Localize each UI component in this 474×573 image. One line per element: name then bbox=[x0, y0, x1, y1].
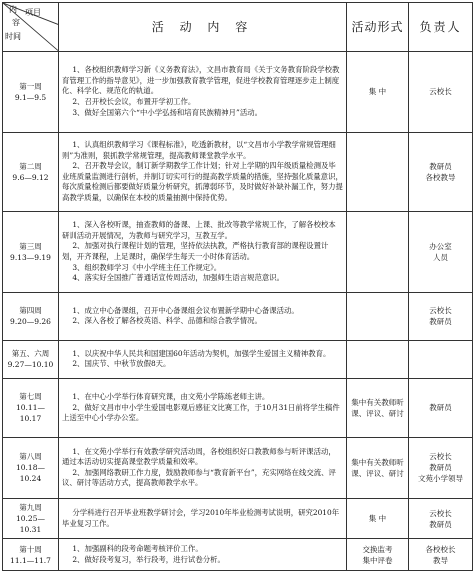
activity-form-text: 集中有关教师听课、评议、研讨 bbox=[351, 457, 404, 478]
activity-form-text: 集中评卷 bbox=[362, 555, 393, 565]
activity-item: 1、以庆祝中华人民共和国建国60年活动为契机，加强学生爱国主义精神教育。 bbox=[72, 348, 331, 358]
week-label: 第三周 bbox=[19, 242, 42, 252]
activity-item: 2、做好段考复习，举行段考，进行试卷分析。 bbox=[72, 554, 225, 564]
activity-form-cell bbox=[347, 51, 409, 132]
week-label: 第五、六周 bbox=[11, 349, 50, 359]
activity-form-cell bbox=[347, 340, 409, 378]
activity-item: 1、在中心小学举行体育研究课，由文苑小学陈练老师主讲。 bbox=[72, 391, 270, 401]
activity-content-cell bbox=[59, 539, 347, 571]
schedule-row bbox=[3, 379, 473, 438]
week-cell bbox=[3, 132, 59, 211]
week-dates: 9.13—9.19 bbox=[10, 253, 51, 263]
activity-item: 1、认真组织教师学习《课程标准》，吃透新教材，以“文昌市小学教学常规管理细则”为准则，狠抓教学常规管理，提高教师课堂教学水平。 bbox=[62, 140, 336, 160]
activity-form-cell bbox=[347, 293, 409, 340]
activity-form-cell bbox=[347, 437, 409, 498]
schedule-row bbox=[3, 498, 473, 539]
activity-content-cell bbox=[59, 379, 347, 438]
week-cell bbox=[3, 51, 59, 132]
owner-cell bbox=[409, 498, 473, 539]
owner-text: 办公室 bbox=[429, 242, 452, 252]
owner-cell bbox=[409, 211, 473, 292]
activity-form-text: 集 中 bbox=[368, 514, 387, 523]
week-dates: 10.11—10.17 bbox=[16, 403, 45, 424]
activity-content-cell bbox=[59, 437, 347, 498]
corner-label-b: 项目 bbox=[25, 8, 41, 17]
owner-cell bbox=[409, 293, 473, 340]
owner-text: 各校校长 bbox=[425, 544, 456, 554]
owner-text: 云校长 bbox=[429, 306, 452, 316]
owner-cell bbox=[409, 51, 473, 132]
activity-form-cell bbox=[347, 539, 409, 571]
week-dates: 10.18—10.24 bbox=[16, 463, 45, 484]
activity-item: 3、组织教师学习《中小学班主任工作规定》。 bbox=[72, 262, 222, 272]
owner-text: 教研员 bbox=[429, 463, 452, 473]
schedule-sheet bbox=[2, 2, 472, 571]
activity-content-cell bbox=[59, 132, 347, 211]
header-row bbox=[3, 3, 473, 52]
activity-item: 分学科进行召开毕业班教学研讨会，学习2010年毕业检测考试说明，研究2010年毕业复习工作。 bbox=[62, 507, 340, 528]
owner-text: 教研员 bbox=[429, 403, 452, 413]
activity-item: 1、成立中心备课组，召开中心备课组会议布置新学期中心备课活动。 bbox=[72, 305, 299, 315]
week-label: 第八周 bbox=[19, 452, 42, 462]
activity-content-cell bbox=[59, 498, 347, 539]
activity-item: 2、加强对执行课程计划的管理，坚持依法执教，严格执行教育部的课程设置计划，开齐课程，上足课时，确保学生每天一小时体育活动。 bbox=[62, 241, 329, 262]
corner-label-time: 时间 bbox=[5, 32, 21, 41]
week-dates: 11.1—11.7 bbox=[10, 555, 51, 565]
week-cell bbox=[3, 498, 59, 539]
activity-form-text: 集 中 bbox=[368, 87, 387, 97]
schedule-row bbox=[3, 132, 473, 211]
owner-cell bbox=[409, 539, 473, 571]
activity-item: 1、在文苑小学举行有效教学研究活动周，各校组织好口教教师参与听评课活动，通过本活动切实提高课堂教学质量和效率。 bbox=[62, 446, 336, 467]
schedule-row bbox=[3, 437, 473, 498]
week-label: 第四周 bbox=[19, 306, 42, 316]
owner-text: 教导 bbox=[433, 555, 448, 565]
week-cell bbox=[3, 379, 59, 438]
owner-text: 云校长 bbox=[429, 452, 452, 462]
activity-item: 3、做好全国第六个“中小学弘扬和培育民族精神月”活动。 bbox=[72, 107, 262, 117]
week-label: 第十周 bbox=[19, 544, 42, 554]
activity-content-cell bbox=[59, 293, 347, 340]
schedule-row bbox=[3, 539, 473, 571]
owner-text: 文苑小学领导 bbox=[418, 474, 463, 484]
activity-content-cell bbox=[59, 51, 347, 132]
corner-label-a: 内 bbox=[9, 5, 17, 14]
week-dates: 9.20—9.26 bbox=[10, 317, 51, 327]
week-label: 第七周 bbox=[19, 392, 42, 402]
corner-header-cell bbox=[3, 3, 59, 52]
week-dates: 9.27—10.10 bbox=[7, 360, 54, 370]
activity-item: 2、召开校长会议，布置开学初工作。 bbox=[72, 96, 196, 106]
activity-form-cell bbox=[347, 498, 409, 539]
week-cell bbox=[3, 293, 59, 340]
activity-item: 2、加强网络教研工作力度，鼓励教师参与“教育新平台”，充实网络在线交流、评议、研讨等活动方式，提高教师教学水平。 bbox=[62, 467, 336, 488]
activity-item: 1、深入各校听课，抽查教师的备课、上课、批改等教学常规工作，了解各校校本研训活动开展情况，为教师与研究学习，互教互学。 bbox=[62, 220, 336, 240]
schedule-row bbox=[3, 293, 473, 340]
activity-item: 1、加强副科的段考命题考核评价工作。 bbox=[72, 544, 203, 554]
activity-form-text: 集中有关教师听课、评议、研讨 bbox=[351, 397, 404, 418]
owner-cell bbox=[409, 379, 473, 438]
corner-label-mid: 容 bbox=[12, 18, 20, 27]
header-activity-form: 活动形式 bbox=[347, 3, 409, 52]
schedule-row bbox=[3, 340, 473, 378]
week-label: 第二周 bbox=[19, 161, 42, 171]
activity-item: 4、落实好全国推广普通话宣传周活动，加强师生语言规范意识。 bbox=[72, 273, 285, 283]
activity-item: 2、做好文昌市中小学生爱国电影观后感征文比赛工作，于10月31日前将学生稿件上送至中心小学办公室。 bbox=[62, 402, 340, 423]
owner-cell bbox=[409, 132, 473, 211]
owner-text: 云校长 bbox=[429, 87, 452, 97]
owner-text: 教研员 bbox=[429, 317, 452, 327]
activity-form-cell bbox=[347, 211, 409, 292]
activity-item: 2、深入各校了解各校英语、科学、品德和综合教学情况。 bbox=[72, 316, 262, 326]
owner-text: 云校长 bbox=[429, 508, 452, 518]
week-dates: 9.1—9.5 bbox=[14, 92, 47, 102]
owner-text: 各校教导 bbox=[425, 172, 456, 182]
activity-item: 1、各校组织教师学习新《义务教育法》，文昌市教育局《关于文务教育阶段学校教育管理工作的指导意见》，进一步加强教育教学管理，促进学校教育管理逐步走上制度化、科学化、规范化的轨道。 bbox=[62, 65, 340, 96]
header-activity-content: 活 动 内 容 bbox=[59, 3, 347, 52]
owner-text: 人员 bbox=[433, 253, 448, 263]
activity-form-cell bbox=[347, 379, 409, 438]
schedule-row bbox=[3, 211, 473, 292]
owner-cell bbox=[409, 437, 473, 498]
activity-form-text: 交换监考 bbox=[362, 544, 393, 554]
week-cell bbox=[3, 539, 59, 571]
activity-content-cell bbox=[59, 211, 347, 292]
header-owner: 负责人 bbox=[409, 3, 473, 52]
activity-item: 2、召开教导会议，制订新学期教学工作计划；针对上学期的四年级质量检测及毕业班质量监测进行剖析，并制订切实可行的提高教学质量的措施，坚持强化质量意识，每次质量检测后都要做好质量分析研究，抓薄弱环节，及时做好补缺补漏工作，努力提高教学质量，以确保在本校的质量抽测中保持优势。 bbox=[62, 161, 343, 203]
week-dates: 10.25—10.31 bbox=[16, 514, 45, 534]
week-cell bbox=[3, 340, 59, 378]
week-cell bbox=[3, 211, 59, 292]
week-cell bbox=[3, 437, 59, 498]
owner-text: 教研员 bbox=[429, 519, 452, 529]
activity-item: 2、国庆节、中秋节放假8天。 bbox=[72, 359, 171, 369]
activity-schedule-table bbox=[2, 2, 473, 571]
week-label: 第一周 bbox=[19, 81, 42, 91]
schedule-row bbox=[3, 51, 473, 132]
week-dates: 9.6—9.12 bbox=[12, 172, 49, 182]
activity-content-cell bbox=[59, 340, 347, 378]
week-label: 第九周 bbox=[19, 503, 42, 512]
activity-form-cell bbox=[347, 132, 409, 211]
owner-cell bbox=[409, 340, 473, 378]
owner-text: 教研员 bbox=[429, 161, 452, 171]
